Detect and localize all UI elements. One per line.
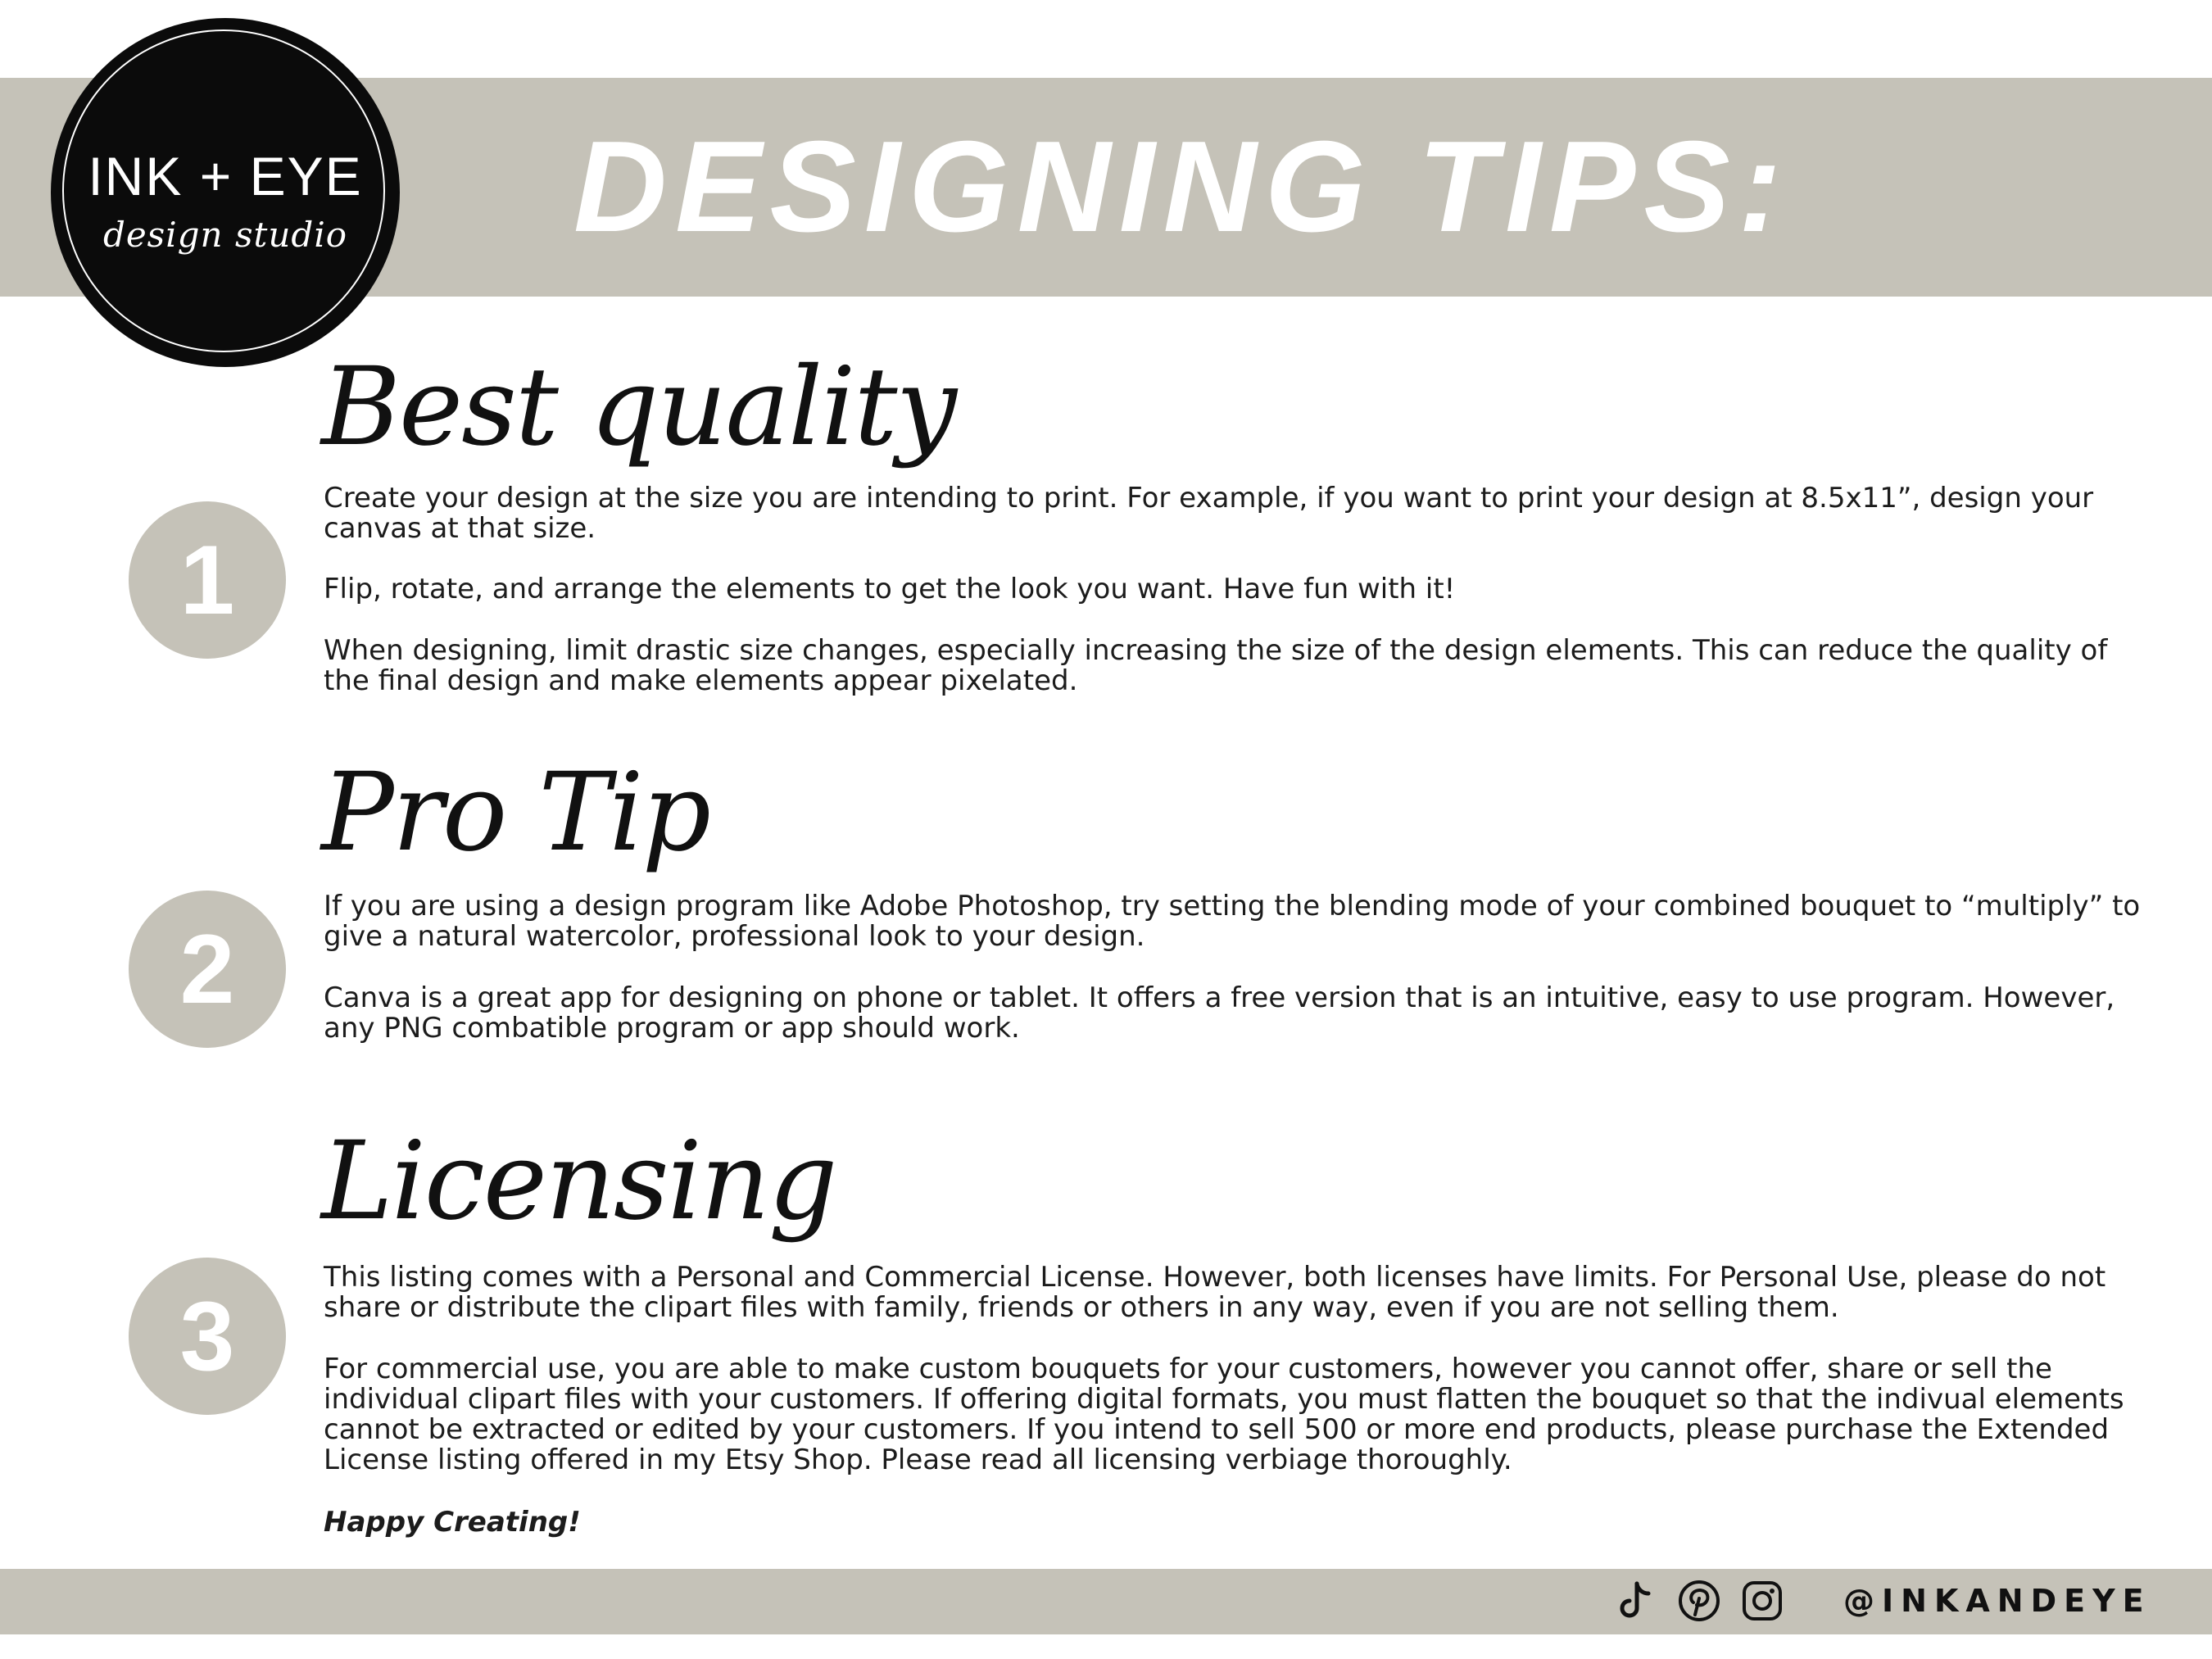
paragraph: Create your design at the size you are intending to print. For example, if you want to print your design at 8.5x11”, design your canvas at that size. — [324, 482, 2094, 545]
social-handle-link[interactable]: @INKANDEYE — [1843, 1583, 2151, 1619]
logo-tagline: design studio — [102, 215, 348, 255]
step-number-1: 1 — [129, 501, 286, 659]
paragraph: This listing comes with a Personal and Commercial License. However, both licenses have limits. For Personal Use, please do not share or distribute the clipart files with family, friends or others in any way, even if you are not selling them. — [324, 1261, 2106, 1324]
pinterest-icon[interactable] — [1677, 1579, 1721, 1623]
instagram-icon[interactable] — [1740, 1579, 1784, 1623]
page-title: DESIGNING TIPS: — [573, 115, 1790, 259]
section-heading-best-quality: Best quality — [321, 344, 956, 470]
paragraph: If you are using a design program like Adobe Photoshop, try setting the blending mode of your combined bouquet to “multiply” to give a natural watercolor, professional look to your design. — [324, 890, 2141, 953]
tiktok-icon[interactable] — [1612, 1579, 1657, 1623]
step-number-3: 3 — [129, 1258, 286, 1415]
step-number-2: 2 — [129, 891, 286, 1048]
paragraph: For commercial use, you are able to make custom bouquets for your customers, however you cannot offer, share or sell the individual clipart files with your customers. If offering digital formats, you must flatten the bouquet so that the indivual elements cannot be extracted or edited by your customers. If you intend to sell 500 or more end products, please purchase the Extended License listing offered in my Etsy Shop. Please read all licensing verbiage thoroughly. — [324, 1353, 2124, 1476]
paragraph: Canva is a great app for designing on phone or tablet. It offers a free version that is an intuitive, easy to use program. However, any PNG combatible program or app should work. — [324, 981, 2115, 1045]
paragraph: Flip, rotate, and arrange the elements to get the look you want. Have fun with it! — [324, 573, 1456, 605]
section-heading-licensing: Licensing — [321, 1118, 836, 1244]
section-heading-pro-tip: Pro Tip — [321, 750, 710, 876]
logo-wordmark: INK + EYE — [88, 146, 363, 206]
paragraph: When designing, limit drastic size changes, especially increasing the size of the design elements. This can reduce the quality of the final design and make elements appear pixelated. — [324, 634, 2108, 697]
closing-line: Happy Creating! — [324, 1506, 581, 1539]
brand-logo — [51, 18, 400, 367]
